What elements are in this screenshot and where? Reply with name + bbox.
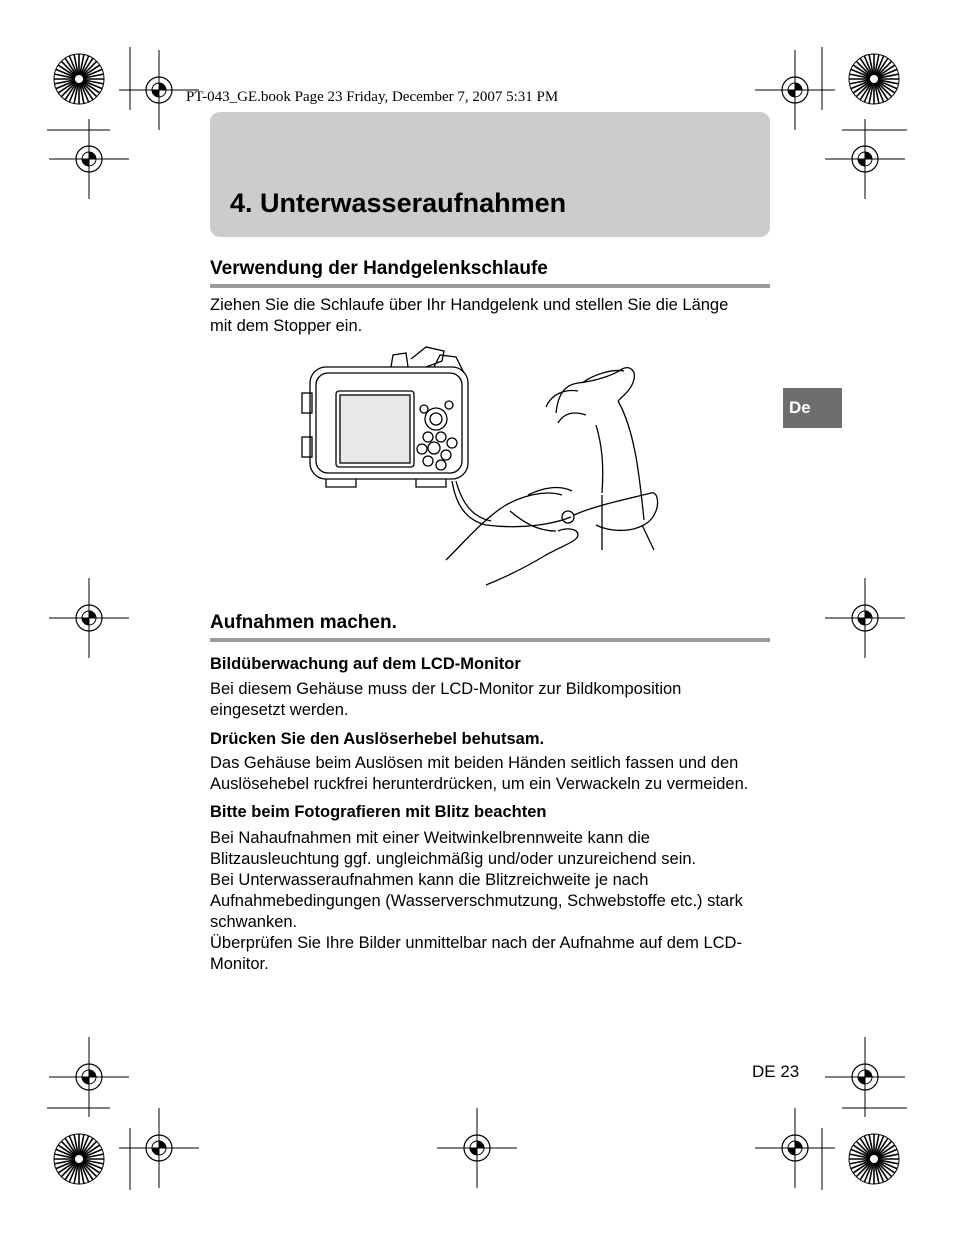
strap-instructions: Ziehen Sie die Schlaufe über Ihr Handgelenk und stellen Sie die Länge mit dem Stopper ein. bbox=[210, 296, 729, 335]
section-heading-shooting: Aufnahmen machen. bbox=[210, 612, 770, 642]
chapter-title: 4. Unterwasseraufnahmen bbox=[230, 188, 567, 218]
shutter-lever-text: Das Gehäuse beim Auslösen mit beiden Händen seitlich fassen und den Auslösehebel ruckfrei herunterdrücken, um ein Verwackeln zu vermeiden. bbox=[210, 754, 749, 793]
print-header: PT-043_GE.book Page 23 Friday, December 7, 2007 5:31 PM bbox=[186, 89, 559, 105]
flash-text: Bei Nahaufnahmen mit einer Weitwinkelbrennweite kann die Blitzausleuchtung ggf. ungleichmäßig und/oder unzureichend sein. Bei Unterwasseraufnahmen kann die Blitzreichweite je nach Aufnahmebedingungen (Wasserverschmutzung, Schwebstoffe etc.) stark schwanken. Überprüfen Sie Ihre Bilder unmittelbar nach der Aufnahme auf dem LCD- Monitor. bbox=[210, 829, 743, 973]
housing-strap-illustration bbox=[296, 345, 666, 590]
language-tab: De bbox=[783, 388, 842, 428]
lcd-monitor-text: Bei diesem Gehäuse muss der LCD-Monitor zur Bildkomposition eingesetzt werden. bbox=[210, 680, 682, 719]
page-number: DE 23 bbox=[752, 1062, 800, 1081]
section-heading-strap: Verwendung der Handgelenkschlaufe bbox=[210, 258, 770, 288]
chapter-banner bbox=[210, 112, 770, 237]
subheading-lcd-monitor: Bildüberwachung auf dem LCD-Monitor bbox=[210, 655, 521, 673]
subheading-shutter-lever: Drücken Sie den Auslöserhebel behutsam. bbox=[210, 730, 545, 748]
subheading-flash: Bitte beim Fotografieren mit Blitz beachten bbox=[210, 803, 547, 821]
